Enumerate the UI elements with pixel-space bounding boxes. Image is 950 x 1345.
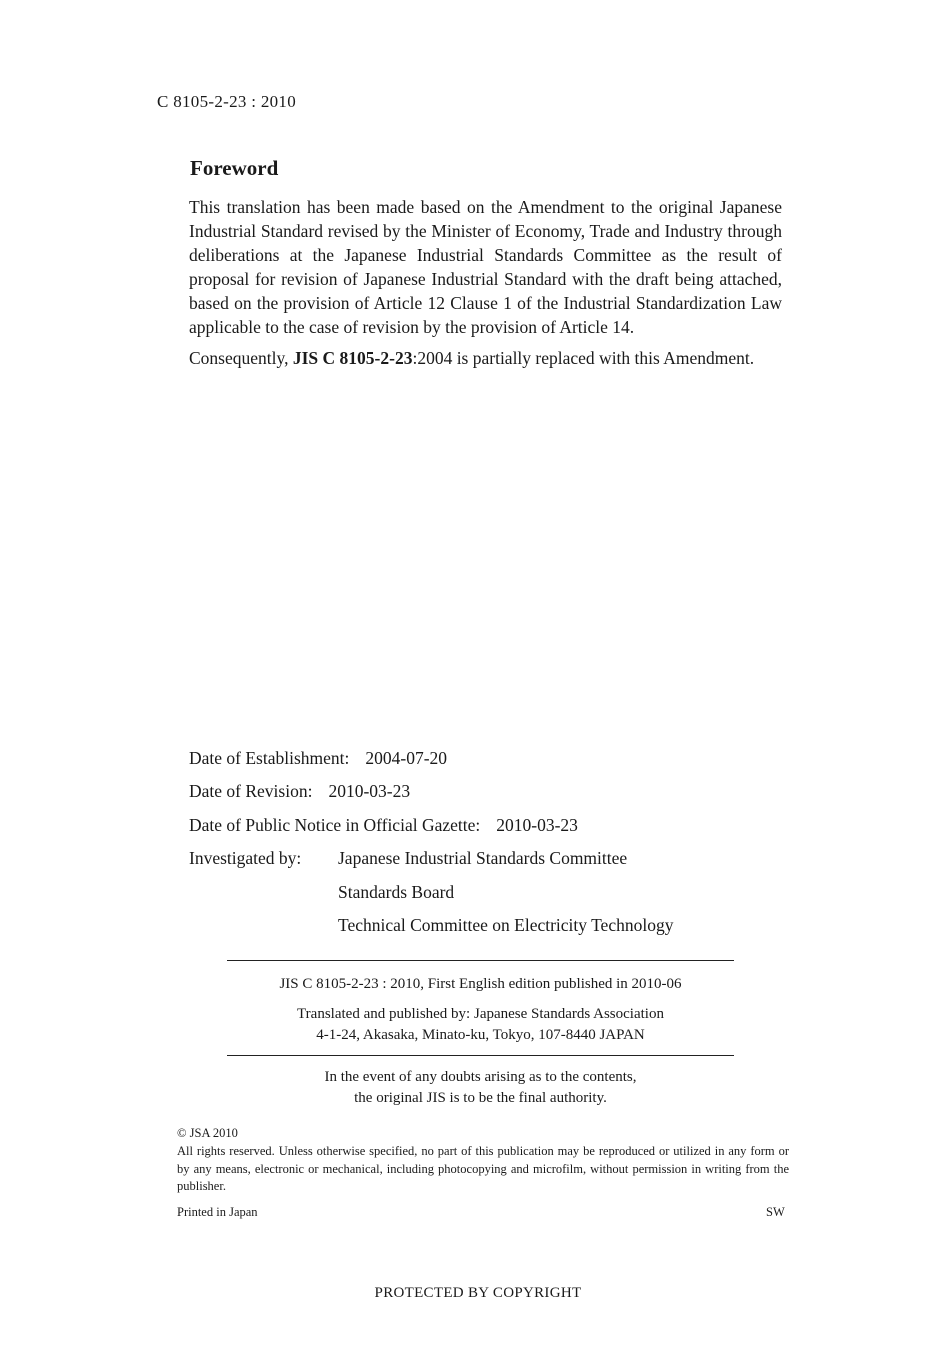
public-notice-date-row <box>189 815 578 836</box>
investigator-line: Standards Board <box>338 882 455 902</box>
copyright-protection-footer: PROTECTED BY COPYRIGHT <box>374 1285 582 1301</box>
document-code: SW <box>766 1205 785 1219</box>
printed-in-label: Printed in Japan <box>177 1205 258 1219</box>
authority-note-line-1: In the event of any doubts arising as to the contents, <box>324 1069 637 1085</box>
publisher-address: 4-1-24, Akasaka, Minato-ku, Tokyo, 107-8440 JAPAN <box>316 1027 645 1043</box>
edition-line: JIS C 8105-2-23 : 2010, First English edition published in 2010-06 <box>279 976 682 992</box>
investigator-line: Technical Committee on Electricity Technology <box>338 915 674 935</box>
foreword-paragraph-1: This translation has been made based on the Amendment to the original Japanese Industrial Standard revised by the Minister of Economy, Trade and Industry through deliberations at the Japanese Industrial Standards Committee as the result of proposal for revision of Japanese Industrial Standard with the draft being attached, based on the provision of Article 12 Clause 1 of the Industrial Standardization Law applicable to the case of revision by the provision of Article 14. <box>189 197 782 337</box>
divider <box>227 960 734 961</box>
foreword-paragraph-2 <box>189 346 782 370</box>
divider <box>227 1055 734 1056</box>
investigated-by-label: Investigated by: <box>189 848 302 868</box>
establishment-date-value: 2004-07-20 <box>365 748 448 768</box>
public-notice-date-value: 2010-03-23 <box>496 815 578 835</box>
foreword-para2-suffix: :2004 is partially replaced with this Amendment. <box>412 348 755 368</box>
standard-reference: JIS C 8105-2-23 <box>292 348 413 368</box>
revision-date-row <box>189 781 410 802</box>
revision-date-label: Date of Revision: <box>189 781 313 801</box>
copyright-notice: © JSA 2010 <box>177 1126 238 1140</box>
foreword-para2-prefix: Consequently, <box>189 348 289 368</box>
investigator-line: Japanese Industrial Standards Committee <box>338 848 628 868</box>
publisher-line: Translated and published by: Japanese Standards Association <box>297 1006 664 1022</box>
revision-date-value: 2010-03-23 <box>328 781 411 801</box>
foreword-body <box>189 195 782 377</box>
public-notice-date-label: Date of Public Notice in Official Gazette: <box>189 815 481 835</box>
document-id: C 8105-2-23 : 2010 <box>157 92 297 111</box>
foreword-title: Foreword <box>190 156 279 180</box>
establishment-date-row <box>189 748 447 769</box>
establishment-date-label: Date of Establishment: <box>189 748 350 768</box>
authority-note-line-2: the original JIS is to be the final authority. <box>354 1090 607 1106</box>
rights-statement: All rights reserved. Unless otherwise specified, no part of this publication may be reproduced or utilized in any form or by any means, electronic or mechanical, including photocopying and microfilm, without permission in writing from the publisher. <box>177 1144 789 1193</box>
